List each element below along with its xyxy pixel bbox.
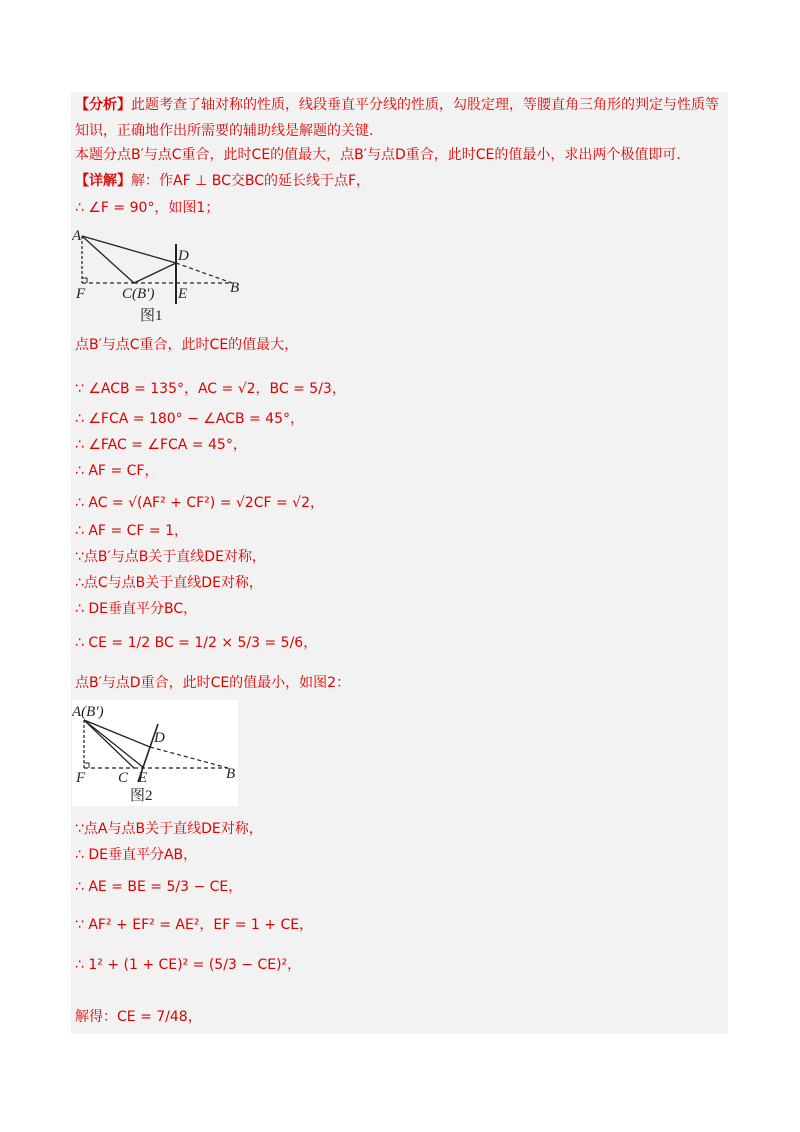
analysis-tag: 【分析】 xyxy=(75,97,131,113)
case2-line-3: ∴ AE = BE = 5/3 − CE， xyxy=(75,879,243,895)
case1-line-1 xyxy=(75,380,346,398)
figure-1 xyxy=(72,226,252,326)
case2-heading: 点B′与点D重合，此时CE的值最小，如图2： xyxy=(75,675,351,691)
case2-line-5: ∴ 1² + (1 + CE)² = (5/3 − CE)²， xyxy=(75,957,302,973)
case1-line-4: ∴ AF = CF， xyxy=(75,463,159,479)
label-f: F xyxy=(76,286,86,302)
case1-line-6: ∴ AF = CF = 1， xyxy=(75,523,188,539)
case2-line-2: ∴ DE垂直平分AB， xyxy=(75,847,198,863)
segment-db xyxy=(176,263,232,283)
right-angle-mark xyxy=(82,278,87,283)
label-d-2: D xyxy=(154,730,165,746)
figure-1-caption: 图1 xyxy=(140,308,163,324)
detail-text: 解：作AF ⊥ BC交BC的延长线于点F， xyxy=(131,173,371,189)
case1-line-8: ∴点C与点B关于直线DE对称， xyxy=(75,575,263,591)
label-c-b-prime: C(B′) xyxy=(122,286,155,302)
case1-line-3: ∴ ∠FAC = ∠FCA = 45°， xyxy=(75,437,247,453)
label-d: D xyxy=(178,248,189,264)
analysis-line-2: 知识，正确地作出所需要的辅助线是解题的关键. xyxy=(75,123,374,139)
label-b: B xyxy=(230,280,240,296)
figure-2-caption: 图2 xyxy=(130,788,153,804)
label-e: E xyxy=(178,286,188,302)
case1-line-1-text: ∵ ∠ACB = 135°，AC = √2，BC = 5/3， xyxy=(75,381,346,397)
case1-line-7: ∵点B′与点B关于直线DE对称， xyxy=(75,549,266,565)
label-f-2: F xyxy=(76,770,86,786)
analysis-line-3: 本题分点B′与点C重合，此时CE的值最大，点B′与点D重合，此时CE的值最小，求出两个极值即可. xyxy=(75,147,681,163)
label-a: A xyxy=(72,228,82,244)
label-e-2: E xyxy=(138,770,148,786)
case1-line-10: ∴ CE = 1/2 BC = 1/2 × 5/3 = 5/6， xyxy=(75,635,318,651)
analysis-line-1 xyxy=(75,96,719,114)
case2-line-6: 解得：CE = 7/48， xyxy=(75,1009,202,1025)
detail-line xyxy=(75,172,370,190)
case2-line-1: ∵点A与点B关于直线DE对称， xyxy=(75,821,263,837)
case1-line-5: ∴ AC = √(AF² + CF²) = √2CF = √2， xyxy=(75,495,324,511)
label-a-b-prime: A(B′) xyxy=(72,704,104,720)
segment-cd xyxy=(134,263,176,283)
case1-heading: 点B′与点C重合，此时CE的值最大， xyxy=(75,337,299,353)
case1-line-2: ∴ ∠FCA = 180° − ∠ACB = 45°， xyxy=(75,411,305,427)
case2-line-4: ∵ AF² + EF² = AE²，EF = 1 + CE， xyxy=(75,917,314,933)
figure-2 xyxy=(72,700,238,806)
label-b-2: B xyxy=(226,766,236,782)
detail-tag: 【详解】 xyxy=(75,173,131,189)
angle-f-line: ∴ ∠F = 90°，如图1； xyxy=(75,200,220,216)
case1-line-9: ∴ DE垂直平分BC， xyxy=(75,601,198,617)
analysis-text-1: 此题考查了轴对称的性质，线段垂直平分线的性质，勾股定理，等腰直角三角形的判定与性质等 xyxy=(131,97,719,113)
label-c-2: C xyxy=(118,770,129,786)
